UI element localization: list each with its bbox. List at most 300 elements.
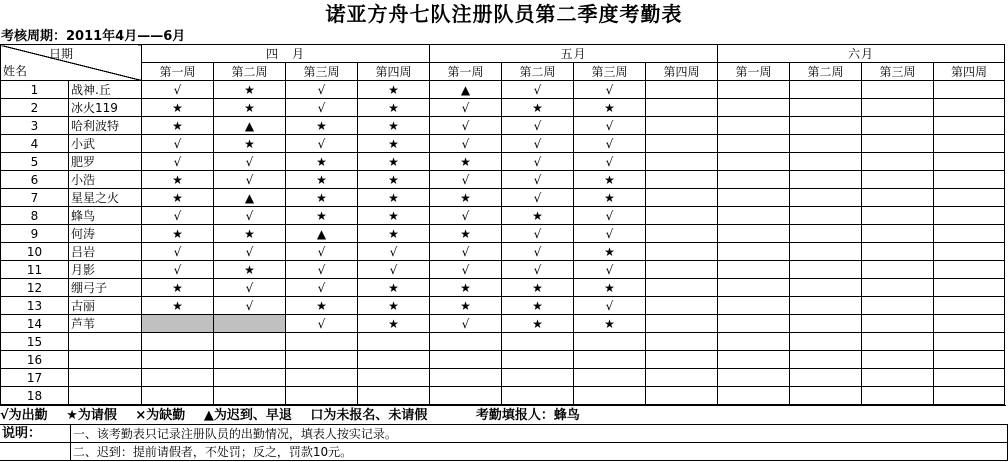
attendance-cell[interactable]	[430, 351, 502, 369]
attendance-cell[interactable]	[934, 189, 1005, 207]
attendance-cell[interactable]: √	[574, 225, 646, 243]
attendance-cell[interactable]: ★	[142, 279, 214, 297]
week-header-9: 第一周	[718, 63, 790, 81]
attendance-cell[interactable]: √	[574, 117, 646, 135]
attendance-cell[interactable]	[142, 333, 214, 351]
table-row	[1, 189, 1005, 207]
attendance-cell[interactable]: √	[502, 225, 574, 243]
attendance-cell[interactable]: √	[142, 261, 214, 279]
attendance-cell[interactable]	[358, 369, 430, 387]
attendance-cell[interactable]: √	[142, 207, 214, 225]
row-number: 3	[1, 117, 69, 135]
attendance-cell[interactable]	[646, 351, 718, 369]
member-name: 小武	[69, 135, 142, 153]
attendance-cell[interactable]	[934, 117, 1005, 135]
attendance-cell[interactable]	[286, 369, 358, 387]
attendance-cell[interactable]: ★	[358, 297, 430, 315]
row-number: 1	[1, 81, 69, 99]
attendance-cell[interactable]	[790, 333, 862, 351]
attendance-cell[interactable]: √	[430, 243, 502, 261]
attendance-cell[interactable]	[358, 387, 430, 405]
attendance-cell[interactable]: √	[358, 243, 430, 261]
attendance-cell[interactable]	[934, 333, 1005, 351]
week-header-3: 第三周	[286, 63, 358, 81]
table-row	[1, 315, 1005, 333]
notes-label: 说明：	[0, 425, 70, 443]
attendance-cell[interactable]: √	[142, 81, 214, 99]
attendance-cell[interactable]	[430, 387, 502, 405]
member-name: 小浩	[69, 171, 142, 189]
attendance-cell[interactable]: ★	[286, 297, 358, 315]
attendance-cell[interactable]: √	[214, 153, 286, 171]
attendance-cell[interactable]	[574, 333, 646, 351]
attendance-cell[interactable]: ★	[358, 315, 430, 333]
attendance-cell[interactable]	[142, 369, 214, 387]
notes-table	[0, 424, 1008, 461]
attendance-cell[interactable]	[502, 351, 574, 369]
legend-absent: ×为缺勤	[135, 408, 186, 423]
member-name: 月影	[69, 261, 142, 279]
notes-row-2	[0, 443, 1008, 461]
attendance-cell[interactable]: √	[502, 81, 574, 99]
attendance-cell[interactable]	[934, 315, 1005, 333]
attendance-cell[interactable]: √	[574, 261, 646, 279]
attendance-cell[interactable]: ★	[358, 135, 430, 153]
attendance-cell[interactable]	[934, 153, 1005, 171]
attendance-cell[interactable]	[790, 207, 862, 225]
member-name	[69, 369, 142, 387]
header-row-months	[1, 45, 1005, 63]
table-row	[1, 99, 1005, 117]
attendance-cell[interactable]: √	[430, 171, 502, 189]
member-name: 古丽	[69, 297, 142, 315]
attendance-cell[interactable]: ★	[142, 171, 214, 189]
attendance-cell[interactable]: ★	[574, 279, 646, 297]
attendance-cell[interactable]: ★	[430, 225, 502, 243]
sheet-title: 诺亚方舟七队注册队员第二季度考勤表	[325, 2, 683, 26]
attendance-cell[interactable]: √	[286, 243, 358, 261]
member-name: 何涛	[69, 225, 142, 243]
attendance-cell[interactable]: ★	[358, 189, 430, 207]
attendance-cell[interactable]: ★	[286, 117, 358, 135]
diagonal-header-cell	[1, 45, 142, 81]
row-number: 8	[1, 207, 69, 225]
attendance-cell[interactable]	[790, 117, 862, 135]
attendance-cell[interactable]	[358, 333, 430, 351]
attendance-cell[interactable]	[574, 351, 646, 369]
attendance-cell[interactable]	[934, 135, 1005, 153]
attendance-cell[interactable]: √	[430, 315, 502, 333]
attendance-cell[interactable]	[502, 387, 574, 405]
attendance-cell[interactable]	[934, 81, 1005, 99]
week-header-7: 第三周	[574, 63, 646, 81]
header-row-weeks	[1, 63, 1005, 81]
attendance-cell[interactable]	[790, 315, 862, 333]
legend-bar	[0, 405, 1006, 425]
attendance-cell[interactable]	[934, 297, 1005, 315]
member-name	[69, 351, 142, 369]
member-name	[69, 387, 142, 405]
row-number: 14	[1, 315, 69, 333]
table-row	[1, 225, 1005, 243]
member-name: 哈利波特	[69, 117, 142, 135]
attendance-cell[interactable]	[358, 351, 430, 369]
month-june-header: 六月	[718, 45, 1005, 63]
attendance-cell[interactable]: √	[502, 189, 574, 207]
month-april-header: 四 月	[142, 45, 430, 63]
attendance-cell[interactable]: √	[430, 99, 502, 117]
attendance-cell[interactable]: ★	[214, 81, 286, 99]
attendance-cell[interactable]	[862, 333, 934, 351]
attendance-cell[interactable]	[718, 99, 790, 117]
attendance-cell[interactable]	[718, 279, 790, 297]
month-may-header: 五月	[430, 45, 718, 63]
attendance-cell[interactable]	[862, 351, 934, 369]
attendance-cell[interactable]	[502, 333, 574, 351]
attendance-cell[interactable]: ★	[358, 207, 430, 225]
attendance-cell[interactable]	[646, 153, 718, 171]
attendance-cell[interactable]: √	[214, 243, 286, 261]
attendance-cell[interactable]	[142, 351, 214, 369]
attendance-cell[interactable]: ★	[430, 279, 502, 297]
attendance-cell[interactable]: ★	[502, 207, 574, 225]
attendance-cell[interactable]	[790, 135, 862, 153]
attendance-cell[interactable]	[790, 189, 862, 207]
attendance-cell[interactable]: √	[574, 153, 646, 171]
attendance-cell[interactable]	[646, 261, 718, 279]
notes-line-1: 一、该考勤表只记录注册队员的出勤情况，填表人按实记录。	[70, 425, 1007, 443]
attendance-cell[interactable]	[934, 279, 1005, 297]
legend-unregistered: 口为未报名、未请假	[310, 408, 428, 423]
attendance-cell[interactable]: ★	[574, 315, 646, 333]
attendance-cell[interactable]	[214, 333, 286, 351]
attendance-cell[interactable]	[646, 297, 718, 315]
attendance-cell[interactable]: √	[286, 99, 358, 117]
attendance-cell[interactable]	[646, 243, 718, 261]
attendance-cell[interactable]	[718, 153, 790, 171]
attendance-cell[interactable]	[214, 387, 286, 405]
attendance-cell[interactable]: ★	[214, 225, 286, 243]
attendance-cell[interactable]: √	[286, 279, 358, 297]
attendance-cell[interactable]	[646, 189, 718, 207]
row-number: 17	[1, 369, 69, 387]
attendance-cell[interactable]: ★	[214, 135, 286, 153]
attendance-cell[interactable]	[862, 315, 934, 333]
attendance-cell[interactable]	[718, 297, 790, 315]
attendance-cell[interactable]	[718, 333, 790, 351]
attendance-cell[interactable]: √	[502, 135, 574, 153]
member-name: 肥罗	[69, 153, 142, 171]
attendance-cell[interactable]: ★	[502, 279, 574, 297]
attendance-cell[interactable]	[862, 189, 934, 207]
attendance-cell[interactable]: ▲	[286, 225, 358, 243]
table-row	[1, 351, 1005, 369]
attendance-cell[interactable]	[646, 279, 718, 297]
legend-leave: ★为请假	[66, 408, 117, 423]
attendance-cell[interactable]	[646, 315, 718, 333]
attendance-cell[interactable]: √	[358, 261, 430, 279]
attendance-cell[interactable]	[214, 351, 286, 369]
attendance-cell[interactable]: ★	[142, 225, 214, 243]
attendance-cell[interactable]	[934, 225, 1005, 243]
attendance-cell[interactable]: √	[142, 243, 214, 261]
attendance-cell[interactable]	[862, 117, 934, 135]
attendance-table-body	[1, 45, 1005, 405]
attendance-cell[interactable]	[790, 351, 862, 369]
attendance-cell[interactable]	[790, 243, 862, 261]
attendance-cell[interactable]	[862, 81, 934, 99]
attendance-cell[interactable]: √	[430, 207, 502, 225]
member-name: 蜂鸟	[69, 207, 142, 225]
attendance-cell[interactable]	[934, 261, 1005, 279]
attendance-cell[interactable]	[646, 333, 718, 351]
attendance-cell[interactable]: ★	[502, 99, 574, 117]
member-name: 星星之火	[69, 189, 142, 207]
attendance-cell[interactable]	[646, 171, 718, 189]
attendance-cell[interactable]: ★	[430, 189, 502, 207]
attendance-cell[interactable]	[934, 243, 1005, 261]
attendance-cell[interactable]: ★	[142, 117, 214, 135]
attendance-cell[interactable]	[790, 171, 862, 189]
attendance-cell[interactable]	[934, 387, 1005, 405]
attendance-cell[interactable]: ★	[574, 243, 646, 261]
attendance-cell[interactable]	[790, 99, 862, 117]
attendance-cell[interactable]	[862, 387, 934, 405]
attendance-cell[interactable]: √	[430, 117, 502, 135]
attendance-cell[interactable]	[862, 207, 934, 225]
name-header-label: 姓名	[3, 64, 28, 78]
row-number: 11	[1, 261, 69, 279]
attendance-cell[interactable]	[862, 369, 934, 387]
attendance-cell[interactable]	[718, 243, 790, 261]
attendance-cell[interactable]: √	[214, 297, 286, 315]
attendance-cell[interactable]: ★	[502, 315, 574, 333]
date-header-label: 日期	[48, 47, 73, 61]
attendance-cell[interactable]	[934, 207, 1005, 225]
attendance-cell[interactable]: ★	[358, 279, 430, 297]
row-number: 15	[1, 333, 69, 351]
member-name: 战神.丘	[69, 81, 142, 99]
attendance-cell[interactable]	[286, 333, 358, 351]
attendance-cell[interactable]: √	[142, 135, 214, 153]
week-header-4: 第四周	[358, 63, 430, 81]
attendance-cell[interactable]	[718, 207, 790, 225]
attendance-cell[interactable]: ★	[574, 189, 646, 207]
attendance-cell[interactable]	[142, 387, 214, 405]
attendance-cell[interactable]	[214, 369, 286, 387]
attendance-cell[interactable]	[502, 369, 574, 387]
attendance-cell[interactable]	[646, 225, 718, 243]
attendance-cell[interactable]	[862, 279, 934, 297]
attendance-cell[interactable]	[790, 81, 862, 99]
attendance-cell[interactable]	[718, 387, 790, 405]
week-header-8: 第四周	[646, 63, 718, 81]
attendance-cell[interactable]	[646, 135, 718, 153]
attendance-cell[interactable]	[286, 351, 358, 369]
attendance-cell[interactable]	[862, 135, 934, 153]
attendance-cell[interactable]: √	[574, 207, 646, 225]
row-number: 18	[1, 387, 69, 405]
attendance-cell[interactable]	[286, 387, 358, 405]
table-row	[1, 117, 1005, 135]
attendance-cell[interactable]	[862, 261, 934, 279]
attendance-table	[0, 44, 1005, 405]
attendance-cell[interactable]	[646, 81, 718, 99]
attendance-cell[interactable]: √	[214, 171, 286, 189]
week-header-12: 第四周	[934, 63, 1005, 81]
attendance-cell[interactable]	[862, 225, 934, 243]
row-number: 13	[1, 297, 69, 315]
attendance-cell[interactable]: ★	[286, 153, 358, 171]
attendance-cell[interactable]: ★	[142, 297, 214, 315]
table-row	[1, 387, 1005, 405]
attendance-cell[interactable]	[934, 99, 1005, 117]
week-header-6: 第二周	[502, 63, 574, 81]
attendance-cell[interactable]: √	[574, 135, 646, 153]
attendance-cell[interactable]: ★	[574, 171, 646, 189]
attendance-cell[interactable]: ★	[286, 189, 358, 207]
attendance-cell[interactable]	[718, 171, 790, 189]
attendance-cell[interactable]	[718, 117, 790, 135]
attendance-cell[interactable]: ★	[358, 171, 430, 189]
attendance-cell[interactable]: ★	[286, 207, 358, 225]
attendance-cell[interactable]	[718, 225, 790, 243]
assessment-period: 考核周期：2011年4月——6月	[1, 29, 186, 44]
attendance-cell[interactable]: √	[502, 117, 574, 135]
attendance-cell[interactable]	[646, 369, 718, 387]
attendance-cell[interactable]	[574, 387, 646, 405]
attendance-cell[interactable]: √	[214, 207, 286, 225]
week-header-10: 第二周	[790, 63, 862, 81]
attendance-cell[interactable]: ▲	[214, 189, 286, 207]
attendance-cell[interactable]	[790, 369, 862, 387]
attendance-cell[interactable]	[862, 153, 934, 171]
attendance-cell[interactable]: ★	[286, 171, 358, 189]
attendance-cell[interactable]	[862, 171, 934, 189]
table-row	[1, 261, 1005, 279]
attendance-cell[interactable]	[934, 351, 1005, 369]
row-number: 7	[1, 189, 69, 207]
row-number: 12	[1, 279, 69, 297]
attendance-cell[interactable]: √	[574, 81, 646, 99]
attendance-cell[interactable]	[790, 297, 862, 315]
attendance-cell[interactable]	[214, 315, 286, 333]
attendance-cell[interactable]: √	[142, 153, 214, 171]
attendance-cell[interactable]	[718, 261, 790, 279]
attendance-cell[interactable]: ★	[358, 99, 430, 117]
attendance-cell[interactable]	[646, 207, 718, 225]
attendance-cell[interactable]	[430, 369, 502, 387]
table-row	[1, 279, 1005, 297]
week-header-11: 第三周	[862, 63, 934, 81]
attendance-cell[interactable]	[934, 171, 1005, 189]
row-number: 4	[1, 135, 69, 153]
attendance-cell[interactable]	[718, 315, 790, 333]
attendance-cell[interactable]: √	[214, 279, 286, 297]
table-row	[1, 297, 1005, 315]
legend-present: √为出勤	[0, 408, 48, 423]
attendance-cell[interactable]: √	[502, 171, 574, 189]
row-number: 16	[1, 351, 69, 369]
legend-recorder: 考勤填报人：蜂鸟	[475, 408, 580, 423]
attendance-cell[interactable]	[718, 369, 790, 387]
attendance-cell[interactable]: √	[430, 261, 502, 279]
attendance-cell[interactable]: ★	[142, 189, 214, 207]
attendance-cell[interactable]: ★	[358, 153, 430, 171]
table-row	[1, 153, 1005, 171]
attendance-cell[interactable]: √	[286, 315, 358, 333]
attendance-cell[interactable]: ★	[430, 153, 502, 171]
attendance-cell[interactable]	[862, 243, 934, 261]
attendance-cell[interactable]: √	[286, 261, 358, 279]
attendance-cell[interactable]: ★	[574, 99, 646, 117]
attendance-cell[interactable]: ★	[358, 81, 430, 99]
attendance-cell[interactable]	[934, 369, 1005, 387]
attendance-cell[interactable]	[718, 351, 790, 369]
table-row	[1, 81, 1005, 99]
attendance-cell[interactable]: √	[286, 135, 358, 153]
table-row	[1, 171, 1005, 189]
member-name: 冰火119	[69, 99, 142, 117]
table-row	[1, 135, 1005, 153]
attendance-cell[interactable]: ▲	[430, 81, 502, 99]
attendance-cell[interactable]	[430, 333, 502, 351]
table-row	[1, 207, 1005, 225]
table-row	[1, 243, 1005, 261]
attendance-cell[interactable]: √	[430, 135, 502, 153]
row-number: 10	[1, 243, 69, 261]
attendance-cell[interactable]	[790, 387, 862, 405]
attendance-cell[interactable]	[790, 279, 862, 297]
attendance-cell[interactable]: √	[502, 261, 574, 279]
attendance-cell[interactable]	[862, 99, 934, 117]
attendance-cell[interactable]	[718, 135, 790, 153]
attendance-cell[interactable]: √	[502, 243, 574, 261]
notes-line-2: 二、迟到：提前请假者，不处罚；反之，罚款10元。	[70, 443, 1007, 461]
attendance-cell[interactable]	[790, 225, 862, 243]
attendance-cell[interactable]	[646, 387, 718, 405]
attendance-cell[interactable]	[646, 99, 718, 117]
attendance-cell[interactable]	[718, 81, 790, 99]
attendance-cell[interactable]: ★	[358, 117, 430, 135]
attendance-cell[interactable]	[142, 315, 214, 333]
week-header-2: 第二周	[214, 63, 286, 81]
attendance-cell[interactable]: √	[286, 81, 358, 99]
attendance-cell[interactable]	[790, 261, 862, 279]
attendance-cell[interactable]	[862, 297, 934, 315]
attendance-cell[interactable]: ★	[142, 99, 214, 117]
attendance-cell[interactable]: √	[574, 297, 646, 315]
attendance-cell[interactable]	[646, 117, 718, 135]
row-number: 2	[1, 99, 69, 117]
attendance-cell[interactable]: ★	[214, 99, 286, 117]
attendance-cell[interactable]: ★	[502, 297, 574, 315]
member-name	[69, 333, 142, 351]
attendance-cell[interactable]	[574, 369, 646, 387]
attendance-cell[interactable]: ★	[358, 225, 430, 243]
member-name: 芦苇	[69, 315, 142, 333]
row-number: 9	[1, 225, 69, 243]
attendance-cell[interactable]: √	[502, 153, 574, 171]
row-number: 5	[1, 153, 69, 171]
attendance-cell[interactable]: ▲	[214, 117, 286, 135]
attendance-cell[interactable]	[790, 153, 862, 171]
attendance-cell[interactable]: ★	[430, 297, 502, 315]
attendance-cell[interactable]: ★	[214, 261, 286, 279]
table-row	[1, 369, 1005, 387]
legend-late: ▲为迟到、早退	[203, 408, 292, 423]
attendance-cell[interactable]	[718, 189, 790, 207]
